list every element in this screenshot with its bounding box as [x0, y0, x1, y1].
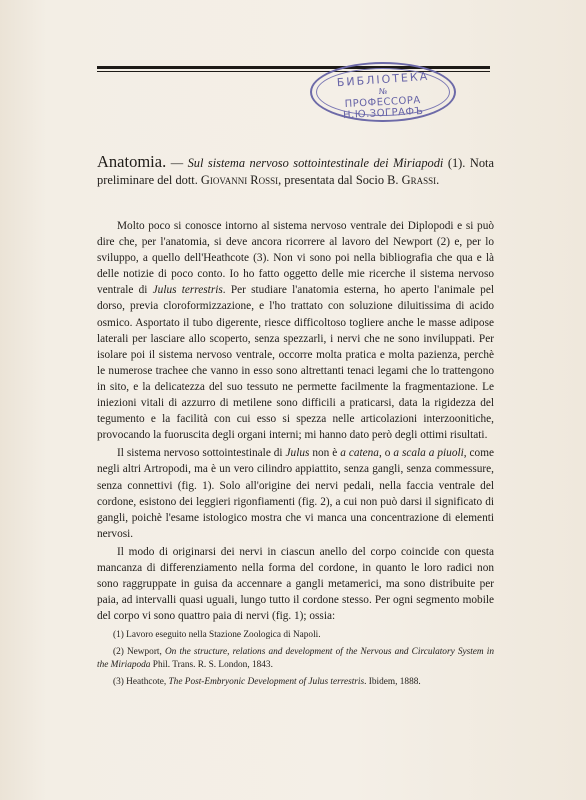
- paragraph-1-rest: . Per studiare l'anatomia esterna, ho aperto l'animale pel dorso, previa cloroformizzazione, e l'ho trattato con soluzione diluitissima di acido osmico. Asportato il tubo digerente, riesce difficoltoso togliere anche le masse adipose laterali per lasciare allo scoperto, senza spezzarli, i nervi che ne sono inviluppati. Per isolare poi il sistema nervoso ventrale, occorre molta pratica e molta pazienza, perchè le numerose trachee che vanno in esso sono altrettanti tenaci legami che lo trattengono in sito, e la delicatezza del suo tessuto ne permette facilmente la fragmentazione. Le iniezioni vitali di azzurro di metilene sono difficili a praticarsi, data la rigidezza del tegumento e la facilità con cui esso si spezza nelle articolazioni interzoonitiche, provocando la fuoruscita degli organi interni; mi hanno dato però degli ottimi risultati.: [97, 284, 494, 442]
- footnote-1: (1) Lavoro eseguito nella Stazione Zoologica di Napoli.: [113, 630, 321, 640]
- heading-end: .: [436, 173, 440, 187]
- footnote-3-title: The Post-Embryonic Development of Julus terrestris: [168, 676, 365, 687]
- heading-note-text: Nota preliminare del dott.: [97, 156, 494, 187]
- article-title: Sul sistema nervoso sottointestinale dei Miriapodi: [187, 156, 444, 170]
- footnote-2: [97, 646, 494, 673]
- paragraph-2-text-a: Il sistema nervoso sottointestinale di: [117, 447, 286, 460]
- paragraph-1-text: Molto poco si conosce intorno al sistema nervoso ventrale dei Diplopodi e si può dire che, per l'anatomia, si deve ancora ricorrere al lavoro del Newport (2) e, per lo sviluppo, a quello dell'Heathcote (3). Non vi sono poi nella bibliografia che qua e là delle notizie di poco conto. Io ho fatto oggetto delle mie ricerche il sistema nervoso ventrale di: [97, 220, 494, 297]
- paragraph-3: Il modo di originarsi dei nervi in ciascun anello del corpo coincide con questa mancanza di differenziamento nella forma del cordone, in quanto le loro radici non sono raggruppate in guisa da accennare a gangli metamerici, ma sono distribuite per paia, ad intervalli quasi uguali, lungo tutto il cordone stesso. Per ogni segmento mobile del corpo vi sono quattro paia di nervi (fig. 1); ossia:: [97, 545, 494, 623]
- heading-presented-text: , presentata dal Socio: [278, 173, 388, 187]
- term-catena: a catena: [340, 447, 379, 460]
- library-stamp: [310, 62, 456, 122]
- footnote-2-author: (2) Newport,: [113, 646, 165, 657]
- paragraph-2-text-b: non è: [309, 447, 341, 460]
- stamp-number-mark: №: [378, 87, 388, 96]
- footnote-3-author: (3) Heathcote,: [113, 676, 169, 687]
- term-scala: a scala a piuoli: [393, 447, 464, 460]
- paragraph-2-text-d: , come negli altri Artropodi, ma è un vero cilindro appiattito, senza gangli, senza commessure, senza connettivi (fig. 1). Solo all'origine dei nervi pedali, nella faccia ventrale del cordone, esistono dei leggieri rigonfiamenti (fig. 2), a cui non può darsi il significato di gangli, poichè l'esame istologico mostra che vi manca una concentrazione di elementi nervosi.: [97, 447, 494, 540]
- genus-name: Julus: [285, 447, 310, 460]
- paragraph-2: [97, 445, 494, 542]
- article-body: [97, 218, 494, 624]
- author-name: Giovanni Rossi: [200, 173, 279, 187]
- presenter-name: B. Grassi: [387, 173, 437, 187]
- footnotes: [97, 629, 494, 692]
- footnote-2-title: On the structure, relations and development of the Nervous and Circulatory System in the Miriapoda: [97, 646, 494, 670]
- heading-footnote-ref: (1).: [443, 156, 470, 170]
- paragraph-2-text-c: , o: [378, 447, 394, 460]
- footnote-3: [97, 676, 494, 690]
- species-name: Julus terrestris: [152, 284, 223, 297]
- footnote-2-source: Phil. Trans. R. S. London, 1843.: [150, 660, 273, 670]
- paragraph-1: [97, 218, 494, 443]
- footnote-3-source: . Ibidem, 1888.: [364, 676, 421, 687]
- stamp-bottom-text: ПРОФЕССОРА Н.Ю.ЗОГРАФЪ: [342, 95, 424, 122]
- article-heading: [97, 153, 494, 189]
- section-label: Anatomia.: [97, 152, 167, 171]
- stamp-top-text: БИБЛІОТЕКА: [336, 69, 430, 90]
- heading-dash: —: [166, 156, 188, 170]
